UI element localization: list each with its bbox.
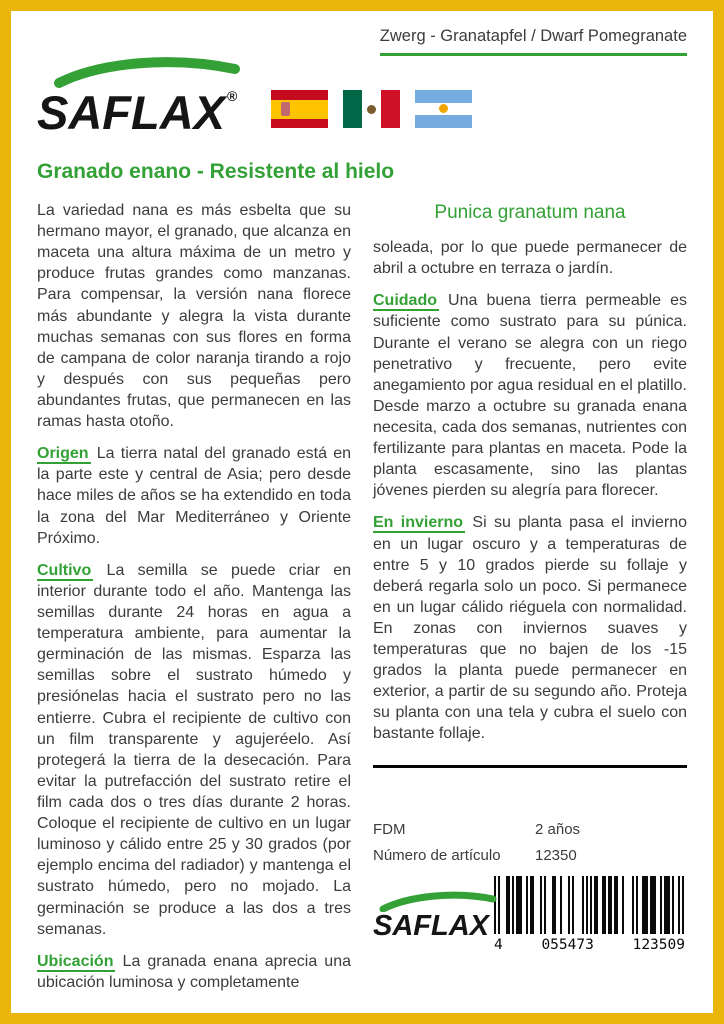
saflax-logo-small (373, 890, 492, 942)
ubicacion-text: La granada enana aprecia una ubicación luminosa y completamente (37, 952, 351, 991)
origen-paragraph (37, 443, 351, 549)
barcode-digits: 4 055473 123509 (493, 937, 685, 954)
cultivo-text: La semilla se puede criar en interior durante todo el año. Mantenga las semillas durante 24 horas en agua a temperatura ambiente, para aumentar la germinación de las mismas. Esparza las semillas sobre el sustrato húmedo y presiónelas hacia el sustrato pero no las entierre. Cubra el recipiente de cultivo con un film transparente y agujeréelo. Así protegerá la tierra de la desecación. Para evitar la putrefacción del sustrato retire el film cada dos o tres días durante 2 horas. Coloque el recipiente de cultivo en un lugar luminoso y cálido entre 25 y 30 grados (por ejemplo encima del radiador) y mantenga el sustrato húmedo, pero no mojado. La germinación se produce a las dos a tres semanas. (37, 561, 352, 938)
fdm-label: FDM (373, 820, 406, 838)
invierno-text: Si su planta pasa el invierno en un lugar oscuro y a temperaturas de entre 5 y 10 grados pierde su follaje y deberá regarla solo un poco. Si permanece en un lugar cálido riéguela con normalidad. En zonas con inviernos suaves y temperaturas que no bajen de los -15 grados la planta puede permanecer en exterior, a partir de su segundo año. Proteja su planta con una tela y cubra el suelo con bastante follaje. (373, 514, 688, 743)
article-number-row (373, 846, 687, 866)
header (37, 27, 687, 56)
argentina-flag-icon (415, 90, 472, 128)
invierno-paragraph (373, 512, 687, 744)
mexico-flag-icon (343, 90, 400, 128)
registered-mark: ® (227, 88, 238, 104)
cultivo-heading: Cultivo (37, 561, 92, 579)
left-column (37, 200, 351, 1004)
mexico-eagle-emblem (367, 105, 376, 114)
product-meta (373, 820, 687, 867)
invierno-heading: En invierno (373, 514, 464, 532)
origen-text: La tierra natal del granado está en la parte este y central de Asia; pero desde hace miles de años se ha extendido en toda la zona del Mar Mediterráneo y Oriente Próximo. (37, 445, 351, 547)
ubicacion-heading: Ubicación (37, 952, 114, 970)
cuidado-heading: Cuidado (373, 292, 437, 310)
packet-inner (11, 11, 713, 1013)
page-title: Granado enano - Resistente al hielo (37, 160, 395, 183)
fdm-value: 2 años (535, 820, 581, 838)
brand-wordmark: SAFLAX ® (37, 86, 238, 139)
argentina-sun-emblem (439, 104, 448, 113)
ubicacion-continuation: soleada, por lo que puede permanecer de abril a octubre en terraza o jardín. (373, 239, 687, 278)
product-tagline: Zwerg - Granatapfel / Dwarf Pomegranate (380, 27, 687, 56)
language-flags (271, 90, 472, 128)
saflax-logo (37, 56, 255, 139)
article-number-label: Número de artículo (373, 847, 501, 865)
footer-bottom-row (373, 876, 687, 955)
cuidado-text: Una buena tierra permeable es suficiente como sustrato para su púnica. Durante el verano se alegra con un riego penetrativo y frecuente, pero evite anegamiento por agua residual en el platillo. Desde marzo a octubre su granada enana necesita, cada dos semanas, nutrientes con fertilizante para plantas en maceta. Pode la planta escasamente, sino las plantas jóvenes pierden su alegría para florecer. (373, 292, 687, 500)
spain-coat-of-arms (281, 102, 290, 116)
cultivo-paragraph (37, 560, 351, 940)
spain-flag-icon (271, 90, 328, 128)
intro-paragraph: La variedad nana es más esbelta que su hermano mayor, el granado, que alcanza en maceta una altura máxima de un metro y produce frutas grandes como manzanas. Para compensar, la versión nana florece más abundante y alegra la vista durante muchas semanas con sus flores en forma de campana de color naranja tirando a rojo y después con sus pequeñas pero abundantes frutas, que permanecen en las ramas hasta otoño. (37, 202, 351, 431)
article-number-value: 12350 (535, 847, 577, 865)
footer-divider (373, 765, 687, 768)
cuidado-paragraph (373, 290, 687, 501)
brand-row (37, 56, 687, 139)
origen-heading: Origen (37, 445, 89, 463)
ean-barcode (492, 876, 687, 955)
barcode-bars (492, 876, 687, 934)
fdm-row (373, 820, 687, 840)
ubicacion-paragraph (37, 951, 351, 993)
text-columns (37, 200, 687, 1004)
botanical-name: Punica granatum nana (434, 202, 626, 223)
brand-wordmark-small: SAFLAX (373, 910, 489, 943)
right-column (373, 200, 687, 1004)
